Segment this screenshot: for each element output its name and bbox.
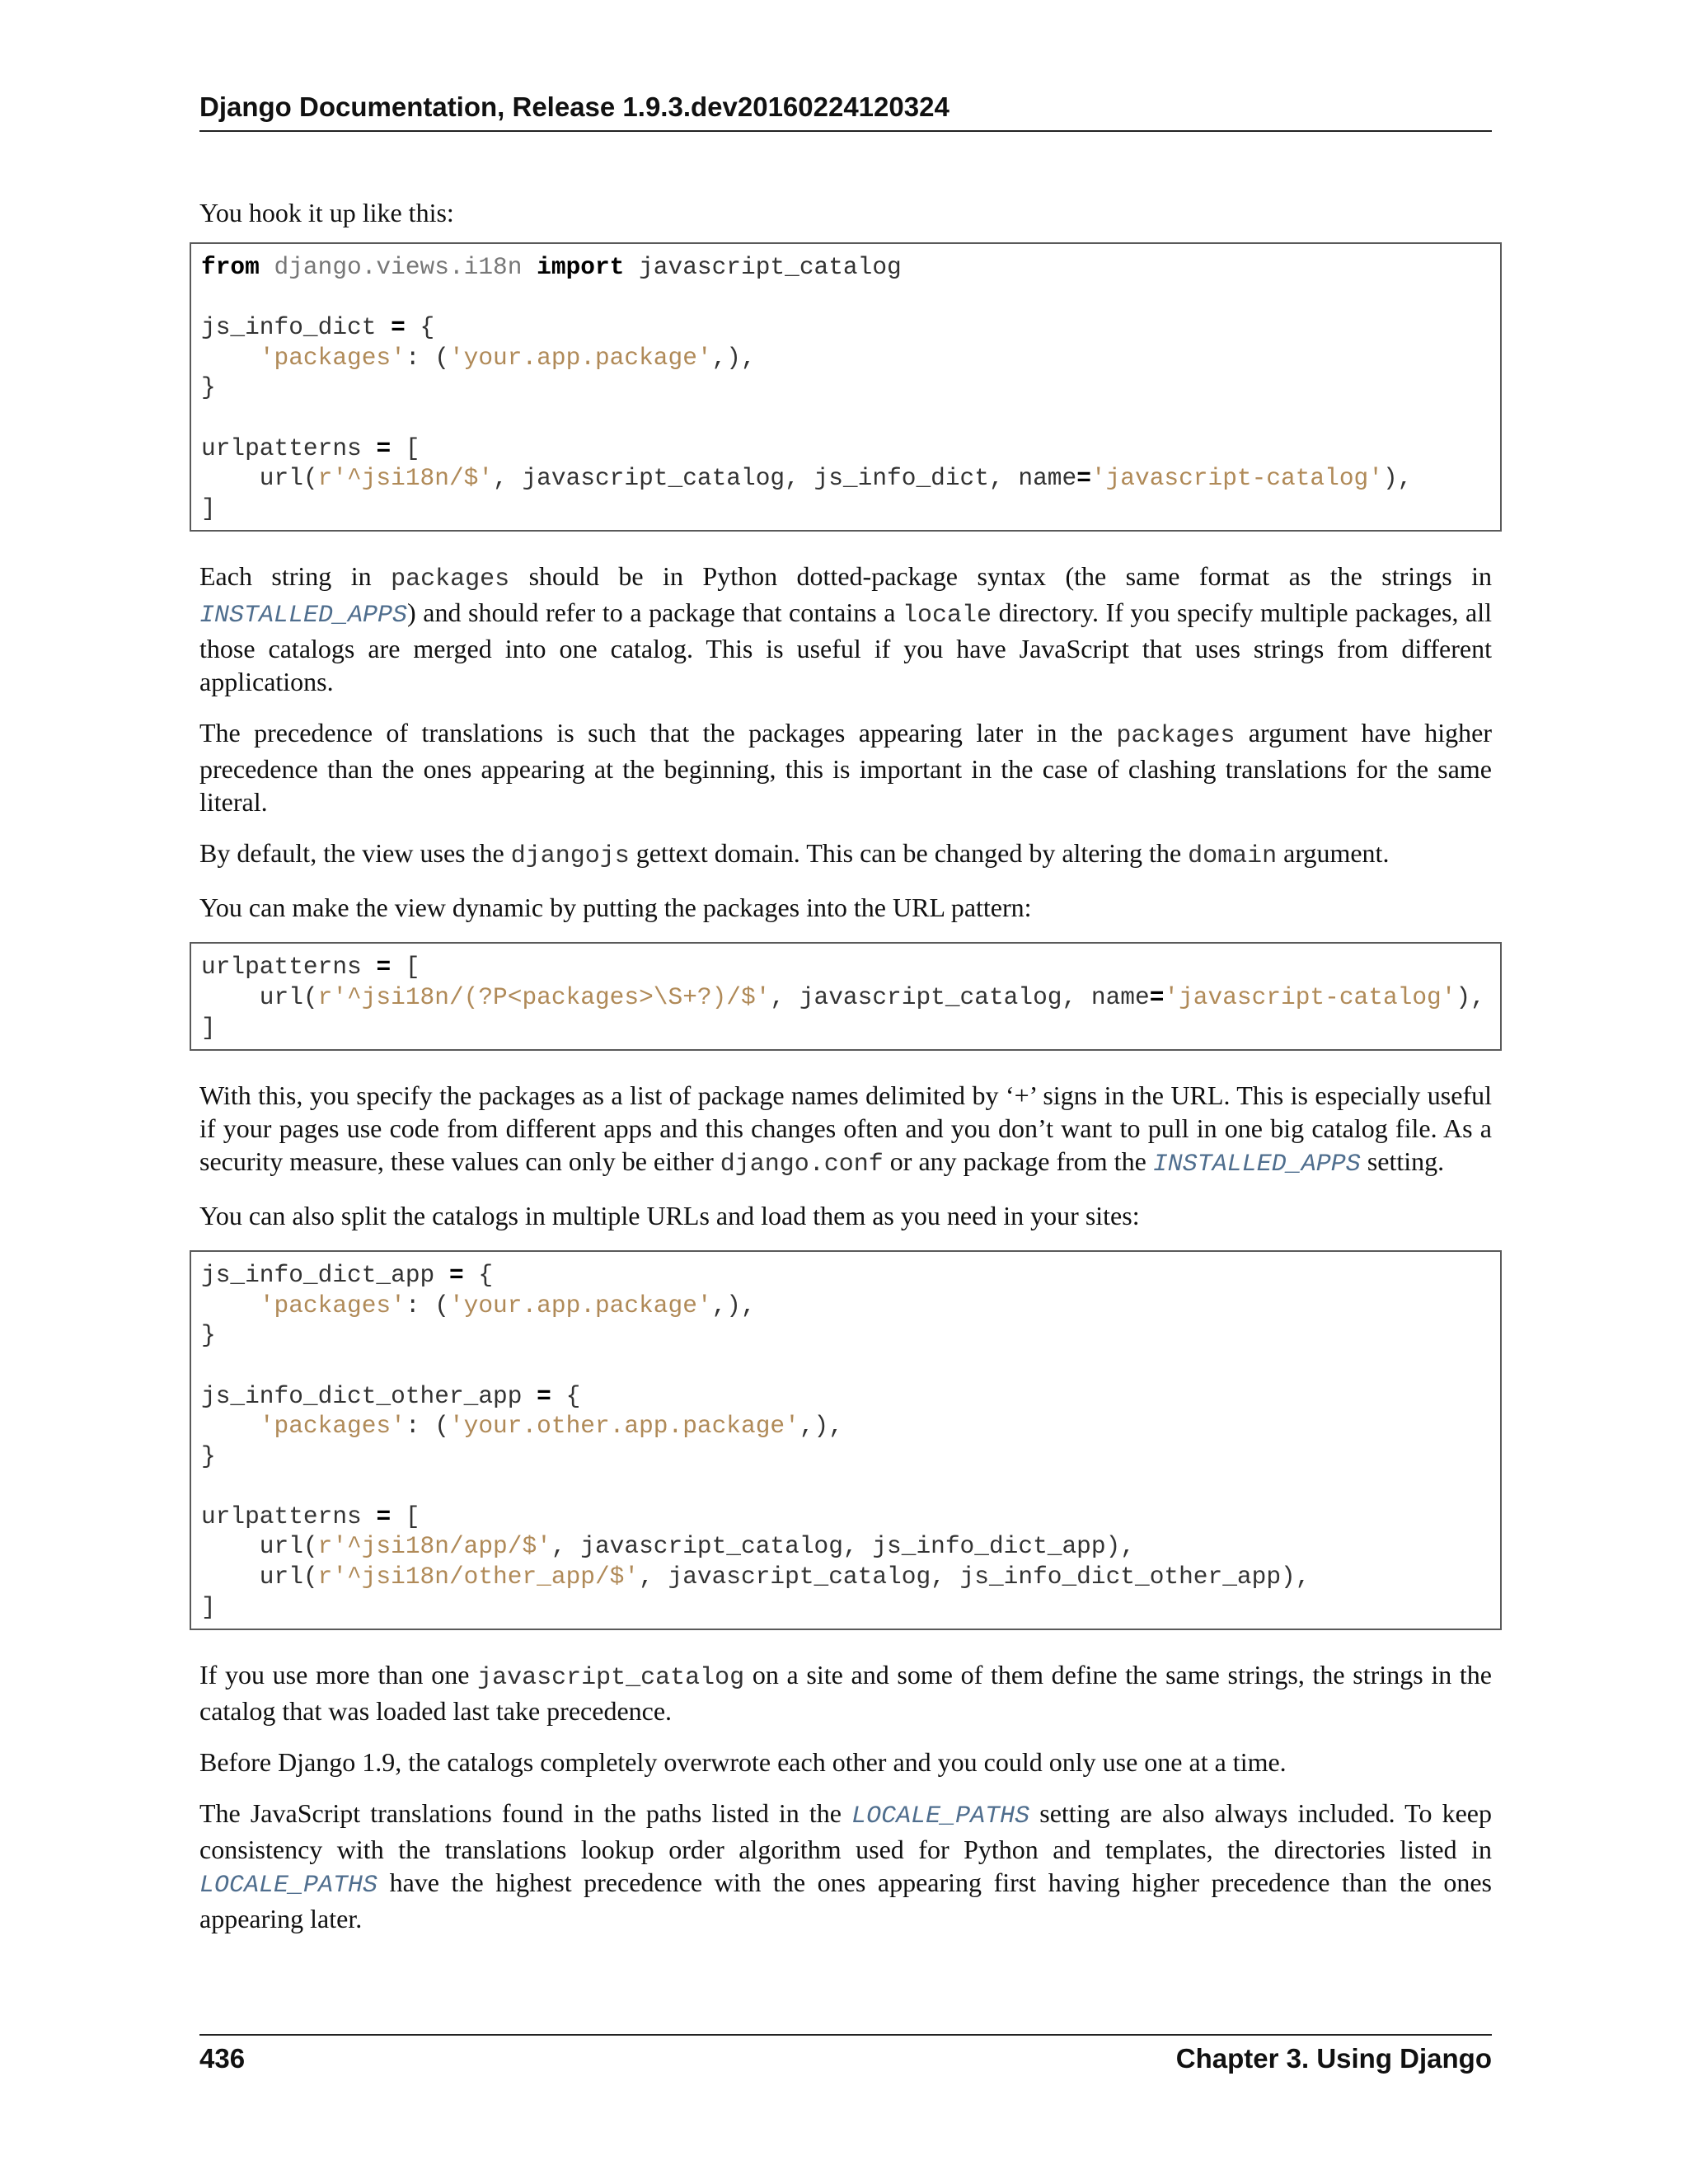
code-string: r'^jsi18n/(?P<packages>\S+?)/$' xyxy=(317,982,771,1011)
code-text: : ( xyxy=(405,1412,449,1441)
code-text: , javascript_catalog, js_info_dict_app), xyxy=(551,1532,1135,1561)
text-run: The JavaScript translations found in the paths listed in the xyxy=(199,1798,852,1829)
code-operator: = xyxy=(391,313,406,342)
code-text: url( xyxy=(201,1532,318,1561)
code-text: [ xyxy=(391,434,420,462)
text-run: gettext domain. This can be changed by altering the xyxy=(629,838,1189,869)
paragraph xyxy=(199,837,1492,873)
code-string: r'^jsi18n/app/$' xyxy=(317,1532,551,1561)
code-text xyxy=(522,253,537,281)
text-run: argument. xyxy=(1277,838,1390,869)
code-text: ,), xyxy=(799,1412,843,1441)
code-operator: = xyxy=(1149,982,1165,1011)
text-run: have the highest precedence with the ones appearing first having higher precedence than the ones appearing later. xyxy=(199,1868,1492,1934)
code-line xyxy=(201,1441,1500,1472)
chapter-title: Chapter 3. Using Django xyxy=(1175,2043,1492,2074)
code-text: js_info_dict_app xyxy=(201,1261,449,1290)
code-text: urlpatterns xyxy=(201,953,377,982)
code-string: 'your.app.package' xyxy=(448,1291,712,1319)
code-text: { xyxy=(463,1261,494,1290)
code-operator: = xyxy=(537,1381,551,1410)
code-string: 'javascript-catalog' xyxy=(1164,982,1456,1011)
code-line xyxy=(201,1592,1500,1623)
code-line xyxy=(201,312,1500,343)
code-text: js_info_dict_other_app xyxy=(201,1381,537,1410)
inline-code: domain xyxy=(1188,842,1278,871)
code-line xyxy=(201,343,1500,373)
code-text: ,), xyxy=(711,343,756,372)
code-text: url( xyxy=(201,982,318,1011)
code-block xyxy=(190,242,1502,532)
code-text: urlpatterns xyxy=(201,434,377,462)
inline-code: locale xyxy=(902,602,992,630)
text-run: Before Django 1.9, the catalogs completely overwrote each other and you could only use one at a time. xyxy=(199,1747,1287,1778)
code-operator: = xyxy=(448,1261,464,1290)
code-line xyxy=(201,252,1500,283)
text-run: argument have higher precedence than the ones appearing at the beginning, this is important in the case of clashing translations for the same literal. xyxy=(199,718,1493,818)
text-run: or any package from the xyxy=(883,1146,1153,1177)
paragraph xyxy=(199,1746,1492,1779)
code-keyword: import xyxy=(537,253,625,281)
code-line xyxy=(201,1013,1500,1043)
code-line xyxy=(201,982,1500,1013)
code-text: : ( xyxy=(405,1291,449,1319)
code-line xyxy=(201,403,1500,434)
text-run: By default, the view uses the xyxy=(199,838,511,869)
text-run: directory. If you specify multiple packages, all those catalogs are merged into one catalog. This is useful if you have JavaScript that uses strings from different applications. xyxy=(199,598,1492,697)
code-text xyxy=(201,1412,260,1440)
paragraph xyxy=(199,1199,1492,1232)
code-text: javascript_catalog xyxy=(624,253,902,281)
inline-code: packages xyxy=(1116,722,1236,751)
code-string: 'your.other.app.package' xyxy=(448,1412,799,1441)
code-text: { xyxy=(405,313,435,342)
code-text xyxy=(260,253,274,281)
code-text: url( xyxy=(201,464,318,493)
code-line xyxy=(201,1291,1500,1321)
code-string: 'javascript-catalog' xyxy=(1090,464,1383,493)
setting-link[interactable]: INSTALLED_APPS xyxy=(1152,1151,1361,1179)
code-line xyxy=(201,1562,1500,1592)
code-string: 'packages' xyxy=(259,1291,406,1319)
code-line xyxy=(201,1502,1500,1532)
main-content xyxy=(199,196,1492,1953)
document-title: Django Documentation, Release 1.9.3.dev20160224120324 xyxy=(199,91,950,122)
paragraph xyxy=(199,891,1492,924)
text-run: setting are also always included. To keep consistency with the translations lookup order algorithm used for Python and templates, the directories listed in xyxy=(199,1798,1493,1865)
code-string: 'your.app.package' xyxy=(448,343,712,372)
text-run: on a site and some of them define the same strings, the strings in the catalog that was loaded last take precedence. xyxy=(199,1660,1493,1727)
inline-code: packages xyxy=(391,565,510,594)
code-line xyxy=(201,1471,1500,1502)
code-operator: = xyxy=(1076,464,1091,493)
code-block xyxy=(190,942,1502,1051)
code-text: ,), xyxy=(711,1291,756,1319)
code-string: r'^jsi18n/other_app/$' xyxy=(317,1563,640,1591)
code-line xyxy=(201,1531,1500,1562)
code-line xyxy=(201,1381,1500,1412)
code-text: [ xyxy=(391,953,420,982)
code-text: ), xyxy=(1382,464,1413,493)
text-run: If you use more than one xyxy=(199,1660,478,1690)
code-keyword: from xyxy=(201,253,260,281)
code-string: 'packages' xyxy=(259,1412,406,1441)
code-line xyxy=(201,1260,1500,1291)
inline-code: django.conf xyxy=(720,1151,884,1179)
code-text: ] xyxy=(201,1013,216,1042)
code-text: { xyxy=(551,1381,581,1410)
code-text: , javascript_catalog, js_info_dict, name xyxy=(493,464,1077,493)
code-operator: = xyxy=(376,434,392,462)
text-run: You can make the view dynamic by putting the packages into the URL pattern: xyxy=(199,893,1032,923)
text-run: should be in Python dotted-package syntax (the same format as the strings in xyxy=(509,561,1493,592)
code-text: : ( xyxy=(405,343,449,372)
code-text: , javascript_catalog, name xyxy=(770,982,1150,1011)
text-run: You hook it up like this: xyxy=(199,198,454,227)
page-header xyxy=(199,91,1492,132)
code-text: } xyxy=(201,1441,216,1470)
text-run: You can also split the catalogs in multiple URLs and load them as you need in your sites: xyxy=(199,1201,1140,1231)
code-operator: = xyxy=(376,1502,392,1530)
code-line xyxy=(201,373,1500,403)
page-number: 436 xyxy=(199,2043,246,2074)
setting-link[interactable]: INSTALLED_APPS xyxy=(199,602,408,630)
code-line xyxy=(201,434,1500,464)
paragraph xyxy=(199,1658,1492,1727)
text-run: Each string in xyxy=(199,561,392,592)
code-block xyxy=(190,1250,1502,1630)
code-text: ] xyxy=(201,494,216,523)
code-string: r'^jsi18n/$' xyxy=(317,464,494,493)
code-line xyxy=(201,1411,1500,1441)
paragraph xyxy=(199,1079,1492,1181)
paragraph xyxy=(199,560,1492,698)
setting-link[interactable]: LOCALE_PATHS xyxy=(851,1802,1030,1831)
text-run: ) and should refer to a package that contains a xyxy=(407,598,903,628)
inline-code: javascript_catalog xyxy=(477,1664,745,1693)
paragraph xyxy=(199,1797,1492,1935)
code-text: ] xyxy=(201,1592,216,1621)
code-text: , javascript_catalog, js_info_dict_other_app), xyxy=(639,1563,1311,1591)
code-text: url( xyxy=(201,1563,318,1591)
paragraph xyxy=(199,716,1492,818)
inline-code: djangojs xyxy=(510,842,630,871)
code-line xyxy=(201,494,1500,524)
code-line xyxy=(201,952,1500,982)
code-line xyxy=(201,1351,1500,1381)
code-string: 'packages' xyxy=(259,343,406,372)
setting-link[interactable]: LOCALE_PATHS xyxy=(199,1872,378,1900)
code-text: [ xyxy=(391,1502,420,1530)
text-run: The precedence of translations is such that the packages appearing later in the xyxy=(199,718,1117,748)
text-run: With this, you specify the packages as a list of package names delimited by ‘+’ signs in the URL. This is especially useful if your pages use code from different apps and this changes often and you don’t want to pull in one big catalog file. As a security measure, these values can only be either xyxy=(199,1080,1492,1177)
code-operator: = xyxy=(376,953,392,982)
code-text xyxy=(201,344,260,372)
code-line xyxy=(201,463,1500,494)
code-text: } xyxy=(201,1321,216,1350)
code-text: urlpatterns xyxy=(201,1502,377,1530)
code-line xyxy=(201,1320,1500,1351)
code-line xyxy=(201,283,1500,313)
page-footer xyxy=(199,2034,1492,2075)
code-text: js_info_dict xyxy=(201,313,392,342)
text-run: setting. xyxy=(1360,1146,1445,1177)
paragraph xyxy=(199,196,1492,229)
code-text: ), xyxy=(1456,982,1485,1011)
code-module: django.views.i18n xyxy=(274,253,523,281)
code-text xyxy=(201,1291,260,1319)
code-text: } xyxy=(201,373,216,402)
